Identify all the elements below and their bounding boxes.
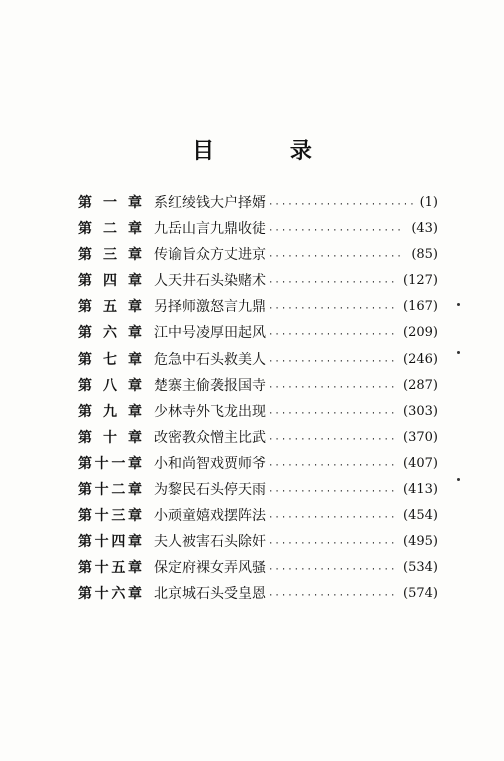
chapter-title: 保定府裸女弄风骚	[154, 560, 266, 577]
dot-leader: ····················	[268, 330, 397, 341]
page-number: (413)	[403, 482, 438, 498]
page-number: (407)	[403, 455, 438, 471]
page-number: (370)	[403, 429, 438, 445]
chapter-title: 少林寺外飞龙出现	[154, 403, 266, 420]
dot-leader: ····················	[268, 356, 397, 367]
toc-row	[78, 320, 438, 346]
page-number: (85)	[411, 247, 438, 263]
chapter-number: 第 十 五 章	[78, 560, 142, 577]
page-number: (454)	[403, 508, 438, 524]
page-number: (209)	[403, 325, 438, 341]
chapter-title: 危急中石头救美人	[154, 351, 266, 368]
dot-leader: ····················	[268, 591, 397, 602]
chapter-title: 传谕旨众方丈进京	[154, 247, 266, 264]
dot-leader: ····················	[268, 304, 397, 315]
chapter-number: 第 十 二 章	[78, 482, 142, 499]
chapter-number: 第 十 三 章	[78, 508, 142, 525]
dot-leader: ····················	[268, 565, 397, 576]
chapter-title: 北京城石头受皇恩	[154, 586, 266, 603]
toc-row	[78, 268, 438, 294]
page-number: (246)	[403, 351, 438, 367]
chapter-title: 夫人被害石头除奸	[154, 534, 266, 551]
toc-row	[78, 477, 438, 503]
dot-leader: ·····················	[268, 226, 403, 237]
page-number: (534)	[403, 560, 438, 576]
chapter-title: 另择师激怒言九鼎	[154, 299, 266, 316]
toc-row	[78, 373, 438, 399]
toc-row	[78, 529, 438, 555]
chapter-number: 第 十 一 章	[78, 455, 142, 472]
table-of-contents	[78, 190, 438, 608]
chapter-number: 第 七 章	[78, 351, 142, 368]
dot-leader: ····················	[268, 408, 397, 419]
dot-leader: ····················	[268, 382, 397, 393]
dot-leader: ····················	[268, 487, 397, 498]
page-number: (1)	[419, 195, 438, 210]
chapter-number: 第 六 章	[78, 325, 142, 342]
page-number: (127)	[403, 273, 438, 289]
chapter-title: 系红绫钱大户择婿	[154, 195, 266, 211]
chapter-title: 人天井石头染赌术	[154, 273, 266, 290]
dot-leader: ····················	[268, 434, 397, 445]
chapter-number: 第 二 章	[78, 221, 142, 238]
toc-row	[78, 294, 438, 320]
ink-speck	[457, 478, 460, 481]
page-title: 目 录	[192, 139, 346, 164]
chapter-title: 江中号凌厚田起风	[154, 325, 266, 342]
ink-speck	[457, 303, 460, 306]
toc-row	[78, 347, 438, 373]
chapter-number: 第 三 章	[78, 247, 142, 264]
chapter-title: 小和尚智戏贾师爷	[154, 455, 266, 472]
toc-row	[78, 581, 438, 607]
toc-row	[78, 190, 438, 216]
toc-row	[78, 425, 438, 451]
chapter-title: 小顽童嬉戏摆阵法	[154, 508, 266, 525]
dot-leader: ····················	[268, 539, 397, 550]
toc-row	[78, 451, 438, 477]
dot-leader: ····················	[268, 278, 397, 289]
dot-leader: ····················	[268, 460, 397, 471]
dot-leader: ·····················	[268, 252, 403, 263]
page-number: (495)	[403, 534, 438, 550]
page-number: (167)	[403, 299, 438, 315]
dot-leader: ·······················	[268, 200, 416, 210]
ink-speck	[457, 351, 460, 354]
chapter-number: 第 一 章	[78, 195, 142, 211]
chapter-number: 第 五 章	[78, 299, 142, 316]
chapter-number: 第 十 章	[78, 429, 142, 446]
chapter-title: 楚寨主偷袭报国寺	[154, 377, 266, 394]
toc-row	[78, 216, 438, 242]
dot-leader: ····················	[268, 513, 397, 524]
page-number: (303)	[403, 403, 438, 419]
chapter-number: 第 十 四 章	[78, 534, 142, 551]
toc-row	[78, 503, 438, 529]
page-number: (574)	[403, 586, 438, 602]
chapter-number: 第 九 章	[78, 403, 142, 420]
chapter-title: 改密教众憎主比武	[154, 429, 266, 446]
toc-row	[78, 555, 438, 581]
page-number: (287)	[403, 377, 438, 393]
toc-row	[78, 242, 438, 268]
chapter-title: 为黎民石头停天雨	[154, 482, 266, 499]
toc-row	[78, 399, 438, 425]
chapter-number: 第 四 章	[78, 273, 142, 290]
chapter-number: 第 八 章	[78, 377, 142, 394]
chapter-number: 第 十 六 章	[78, 586, 142, 603]
page-number: (43)	[411, 221, 438, 237]
chapter-title: 九岳山言九鼎收徒	[154, 221, 266, 238]
